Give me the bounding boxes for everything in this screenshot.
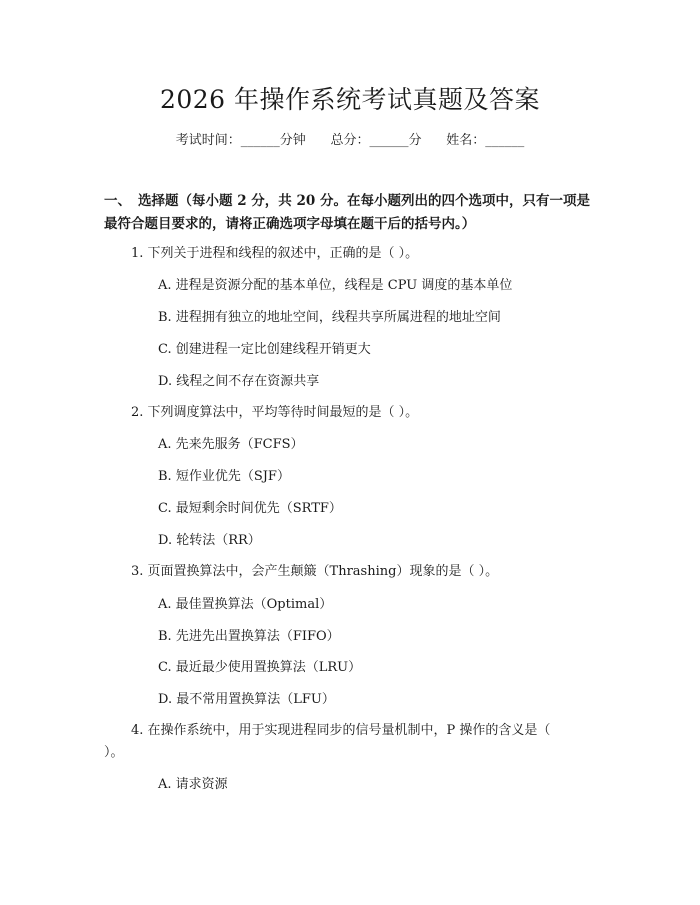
question-2-stem: 2. 下列调度算法中，平均等待时间最短的是（ ）。 [131, 405, 419, 420]
question-4-stem: 4. 在操作系统中，用于实现进程同步的信号量机制中，P 操作的含义是（ ）。 [104, 723, 551, 760]
question-1-option-c: C. 创建进程一定比创建线程开销更大 [158, 342, 371, 357]
question-2-option-c: C. 最短剩余时间优先（SRTF） [158, 501, 342, 516]
question-2-option-d: D. 轮转法（RR） [158, 533, 261, 548]
page-title: 2026 年操作系统考试真题及答案 [159, 85, 541, 114]
question-3-option-b: B. 先进先出置换算法（FIFO） [158, 629, 340, 644]
question-3-stem: 3. 页面置换算法中，会产生颠簸（Thrashing）现象的是（ ）。 [131, 564, 499, 579]
question-1-stem: 1. 下列关于进程和线程的叙述中，正确的是（ ）。 [131, 246, 419, 261]
question-2-option-a: A. 先来先服务（FCFS） [158, 437, 304, 452]
question-3-option-c: C. 最近最少使用置换算法（LRU） [158, 660, 362, 675]
section-heading [104, 190, 599, 236]
question-3-option-d: D. 最不常用置换算法（LFU） [158, 692, 335, 707]
question-3-option-a: A. 最佳置换算法（Optimal） [158, 597, 333, 612]
question-1-option-a: A. 进程是资源分配的基本单位，线程是 CPU 调度的基本单位 [158, 278, 513, 293]
question-2-option-b: B. 短作业优先（SJF） [158, 469, 290, 484]
section-number: 一、 [104, 193, 131, 209]
question-1-option-d: D. 线程之间不存在资源共享 [158, 374, 320, 389]
section-instructions: 选择题（每小题 2 分，共 20 分。在每小题列出的四个选项中，只有一项是最符合题目要求的，请将正确选项字母填在题干后的括号内。） [104, 193, 590, 232]
question-1-option-b: B. 进程拥有独立的地址空间，线程共享所属进程的地址空间 [158, 310, 501, 325]
exam-info-line: 考试时间：______分钟 总分：______分 姓名：______ [175, 133, 525, 148]
question-4-option-a: A. 请求资源 [158, 777, 228, 792]
